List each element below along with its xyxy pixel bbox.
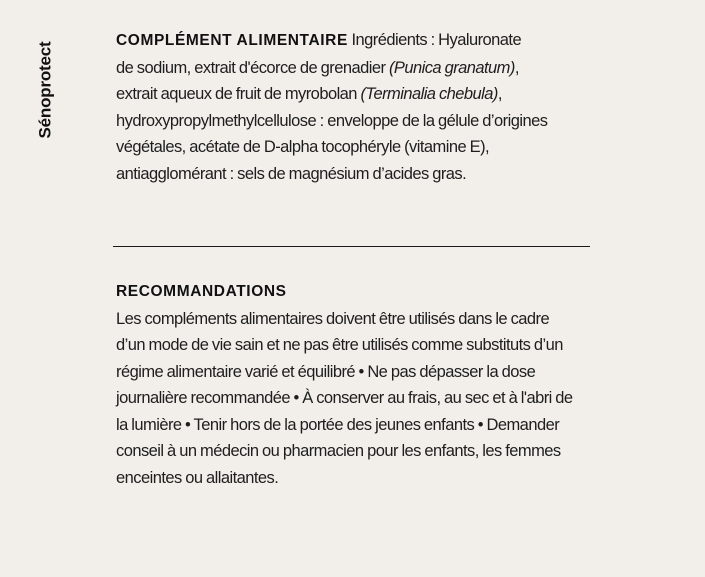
composition-text: , — [497, 85, 502, 103]
composition-text: extrait aqueux de fruit de myrobolan — [116, 85, 361, 103]
recommendations-heading: RECOMMANDATIONS — [116, 283, 287, 300]
composition-section — [116, 27, 596, 187]
product-name-vertical — [33, 38, 57, 142]
recommendation-line: d’un mode de vie sain et ne pas être utilisés comme substituts d’un — [116, 336, 563, 354]
composition-line-5: végétales, acétate de D-alpha tocophéryle (vitamine E), — [116, 138, 490, 156]
product-name: Sénoprotect — [35, 41, 55, 139]
recommendation-line: conseil à un médecin ou pharmacien pour les enfants, les femmes — [116, 442, 561, 460]
recommendations-section — [116, 279, 596, 491]
recommendation-line: enceintes ou allaitantes. — [116, 468, 279, 487]
composition-line-2 — [116, 55, 596, 82]
composition-line-3 — [116, 81, 596, 108]
latin-name-terminalia: (Terminalia chebula) — [360, 85, 498, 103]
recommendation-line: régime alimentaire varié et équilibré • Ne pas dépasser la dose — [116, 362, 536, 381]
latin-name-punica: (Punica granatum) — [388, 58, 515, 77]
composition-heading: COMPLÉMENT ALIMENTAIRE — [116, 32, 348, 49]
composition-line-6: antiagglomérant : sels de magnésium d’acides gras. — [116, 164, 467, 183]
composition-text: de sodium, extrait d'écorce de grenadier — [116, 58, 389, 77]
recommendation-line: Les compléments alimentaires doivent être utilisés dans le cadre — [116, 309, 550, 328]
composition-text: , — [514, 58, 519, 77]
recommendation-line: la lumière • Tenir hors de la portée des jeunes enfants • Demander — [116, 415, 560, 434]
composition-line-1 — [116, 27, 596, 55]
composition-line-4: hydroxypropylmethylcellulose : enveloppe de la gélule d’origines — [116, 111, 548, 130]
composition-intro: Ingrédients : Hyaluronate — [351, 31, 522, 49]
recommendation-line: journalière recommandée • À conserver au frais, au sec et à l'abri de — [116, 389, 573, 407]
section-divider — [113, 246, 590, 247]
